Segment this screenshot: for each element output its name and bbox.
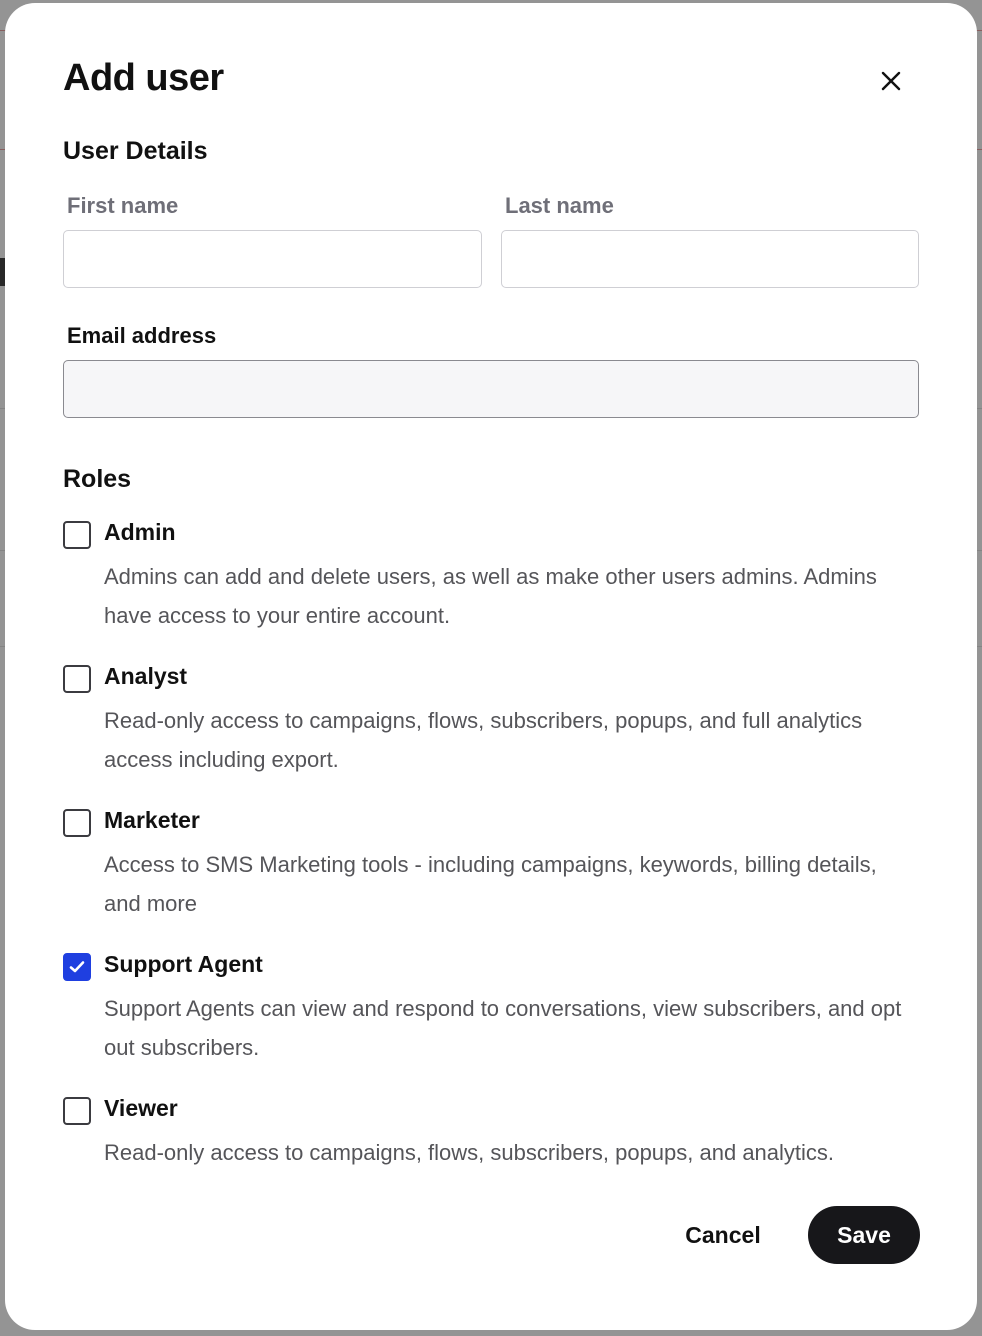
add-user-dialog (5, 3, 977, 1330)
dialog-title: Add user (63, 57, 224, 99)
close-icon (881, 71, 901, 91)
admin-checkbox[interactable] (63, 521, 91, 549)
roles-heading: Roles (63, 465, 132, 493)
close-button[interactable] (873, 63, 909, 99)
role-description: Access to SMS Marketing tools - including campaigns, keywords, billing details, and more (104, 852, 877, 916)
last-name-label: Last name (505, 193, 614, 218)
role-description: Read-only access to campaigns, flows, subscribers, popups, and analytics. (104, 1140, 835, 1165)
role-description: Admins can add and delete users, as well as make other users admins. Admins have access to your entire account. (104, 564, 877, 628)
viewer-checkbox[interactable] (63, 1097, 91, 1125)
analyst-checkbox[interactable] (63, 665, 91, 693)
email-address-label: Email address (67, 323, 217, 348)
role-name: Viewer (104, 1095, 178, 1121)
role-description: Support Agents can view and respond to conversations, view subscribers, and opt out subscribers. (104, 996, 902, 1060)
role-name: Admin (104, 519, 176, 545)
marketer-checkbox[interactable] (63, 809, 91, 837)
checkmark-icon (69, 960, 85, 974)
save-button[interactable]: Save (808, 1206, 920, 1264)
role-name: Analyst (104, 663, 188, 689)
cancel-button[interactable]: Cancel (685, 1221, 761, 1248)
last-name-field[interactable] (501, 230, 919, 288)
first-name-field[interactable] (63, 230, 482, 288)
role-name: Support Agent (104, 951, 263, 977)
support-agent-checkbox[interactable] (63, 953, 91, 981)
email-field[interactable] (63, 360, 919, 418)
user-details-heading: User Details (63, 137, 208, 165)
role-name: Marketer (104, 807, 200, 833)
role-description: Read-only access to campaigns, flows, subscribers, popups, and full analytics access including export. (104, 708, 863, 772)
first-name-label: First name (67, 193, 179, 218)
